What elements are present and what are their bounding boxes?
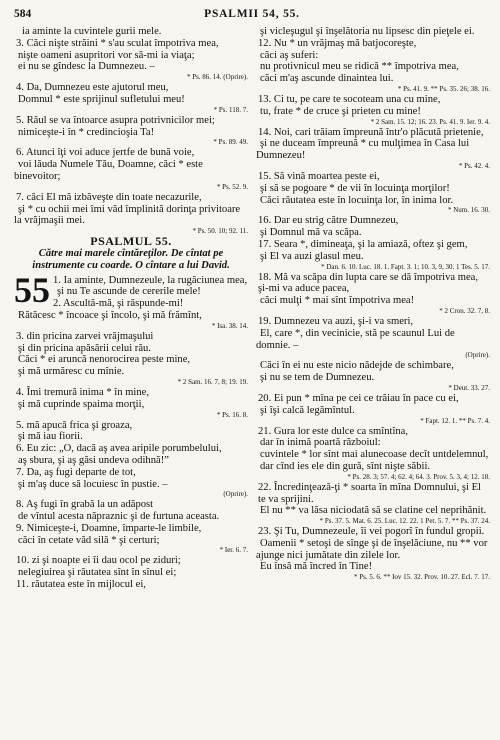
psalm-superscription: Către mai marele cîntăreţilor. De cîntat pe instrumente cu coarde. O cîntare a lui David. [32, 247, 230, 271]
verse-line: şi ne duceam împreună * cu mulţimea în Casa lui Dumnezeu! [256, 138, 470, 162]
verse-line: 4. Îmi tremură inima * în mine, [16, 386, 149, 398]
cross-reference: * Ps. 41. 9. ** Ps. 35. 26; 38. 16. [397, 84, 490, 93]
verse-line: 19. Dumnezeu va auzi, şi-i va smeri, [258, 315, 414, 327]
verse-line: Căci în ei nu este nicio nădejde de schimbare, [260, 360, 454, 372]
verse-line: şi m'aş duce să locuiesc în pustie. – [18, 478, 168, 490]
verse-line: căci aş suferi: [260, 49, 319, 61]
verse-line: nelegiuirea şi răutatea sînt în sînul ei; [18, 567, 177, 579]
verse-line: şi nu Te ascunde de cererile mele! [57, 286, 201, 298]
verse-line: 23. Şi Tu, Dumnezeule, îi vei pogorî în fundul gropii. [258, 526, 485, 538]
verse-line: Eu însă mă încred în Tine! [260, 561, 373, 573]
verse-line: şi nu se tem de Dumnezeu. [260, 372, 375, 384]
verse-line: şi * cu ochii mei îmi văd împlinită dorinţa privitoare la vrăjmaşii mei. [14, 203, 241, 227]
page-header [14, 8, 490, 24]
verse-line: şi El va auzi glasul meu. [260, 250, 364, 262]
verse-line: nu protivnicul meu se ridică ** împotriva mea, [260, 61, 459, 73]
verse-line: 4. Da, Dumnezeu este ajutorul meu, [16, 82, 169, 94]
verse-line: 22. Încredinţează-ţi * soarta în mîna Domnului, şi El te va sprijini. [258, 481, 481, 505]
cross-reference: * Num. 16. 30. [448, 206, 490, 215]
verse-line: El, care *, din vecinicie, stă pe scaunul Lui de domnie. – [256, 327, 455, 351]
verse-line: şi din pricina apăsării celui rău. [18, 342, 151, 354]
cross-reference: * Ps. 50. 10; 92. 11. [192, 227, 248, 236]
running-title: PSALMII 54, 55. [204, 8, 300, 20]
cross-reference: (Oprire). [465, 351, 490, 360]
verse-line: 17. Seara *, dimineaţa, şi la amiază, oftez şi gem, [258, 238, 468, 250]
verse-line: 5. mă apucă frica şi groaza, [16, 419, 133, 431]
cross-reference: * 2 Sam. 15. 12; 16. 23. Ps. 41. 9. Ier. 9. 4. [370, 117, 490, 126]
cross-reference: * Ps. 89. 49. [213, 138, 248, 147]
verse-line: nimiceşte-i în * credincioşia Ta! [18, 126, 155, 138]
verse-line: căci în cetate văd silă * şi certuri; [18, 534, 160, 546]
cross-reference: * Fapt. 12. 1. ** Ps. 7. 4. [420, 416, 490, 425]
cross-reference: * Ps. 118. 7. [213, 105, 248, 114]
verse-line: 18. Mă va scăpa din lupta care se dă împotriva mea, şi-mi va aduce pacea, [258, 271, 479, 295]
cross-reference: * 2 Sam. 16. 7, 8; 19. 19. [177, 377, 248, 386]
verse-line: 3. din pricina zarvei vrăjmaşului [16, 330, 154, 342]
cross-reference: * Deut. 33. 27. [448, 383, 490, 392]
verse-line: şi Domnul mă va scăpa. [260, 227, 362, 239]
cross-reference: * Ier. 6. 7. [219, 546, 248, 555]
cross-reference: * Ps. 52. 9. [216, 182, 248, 191]
verse-line: Rătăcesc * încoace şi încolo, şi mă frămînt, [18, 309, 202, 321]
verse-line: căci mulţi * mai sînt împotriva mea! [260, 295, 415, 307]
verse-line: 11. răutatea este în mijlocul ei, [16, 579, 146, 591]
verse-line: 10. zi şi noapte ei îi dau ocol pe ziduri; [16, 555, 181, 567]
verse-line: dar în inimă poartă războiul: [260, 437, 381, 449]
verse-line: 21. Gura lor este dulce ca smîntîna, [258, 425, 409, 437]
cross-reference: * Ps. 37. 5. Mat. 6. 25. Luc. 12. 22. 1 Pet. 5. 7. ** Ps. 37. 24. [319, 517, 490, 526]
verse-line: 12. Nu * un vrăjmaş mă batjocoreşte, [258, 37, 417, 49]
left-column [14, 26, 248, 591]
verse-line: 8. Aş fugi în grabă la un adăpost [16, 499, 154, 511]
verse-line: Căci * ei aruncă nenorocirea peste mine, [18, 354, 191, 366]
verse-line: Domnul * este sprijinul sufletului meu! [18, 93, 185, 105]
verse-line: ei nu se gîndesc la Dumnezeu. – [18, 61, 155, 73]
verse-line: ia aminte la cuvintele gurii mele. [22, 26, 162, 37]
verse-line: 7. căci El mă izbăveşte din toate necazurile, [16, 191, 202, 203]
right-column [256, 26, 490, 591]
verse-line: Oamenii * setoşi de sînge şi de înşelăciune, nu ** vor ajunge nici jumătate din zilele lor. [256, 537, 488, 561]
verse-line: 7. Da, aş fugi departe de tot, [16, 466, 136, 478]
verse-line: 5. Răul se va întoarce asupra potrivnicilor mei; [16, 114, 215, 126]
verse-line: şi mă cuprinde spaima morţii, [18, 398, 145, 410]
verse-line: El nu ** va lăsa niciodată să se clatine cel neprihănit. [260, 505, 487, 517]
verse-line: 14. Noi, cari trăiam împreună într'o plăcută prietenie, [258, 126, 484, 138]
page-number: 584 [14, 8, 32, 20]
verse-line: dar cînd ies ele din gură, sînt nişte săbii. [260, 460, 431, 472]
verse-line: 3. Căci nişte străini * s'au sculat împotriva mea, [16, 37, 219, 49]
cross-reference: * Isa. 38. 14. [211, 321, 248, 330]
verse-line: aş sbura, şi aş găsi undeva odihnă!” [18, 454, 169, 466]
cross-reference: (Oprire). [223, 490, 248, 499]
verse-line: voi lăuda Numele Tău, Doamne, căci * este binevoitor; [14, 159, 203, 182]
text-columns [14, 26, 490, 591]
verse-line: 20. Ei pun * mîna pe cei ce trăiau în pace cu ei, [258, 392, 459, 404]
drop-cap: 55 [14, 269, 50, 310]
verse-line: căci m'aş ascunde dinaintea lui. [260, 73, 394, 85]
cross-reference: * Ps. 28. 3; 57. 4; 62. 4; 64. 3. Prov. 5. 3, 4; 12. 18. [347, 472, 490, 481]
psalm-heading: PSALMUL 55. [90, 234, 172, 249]
verse-line: şi să se pogoare * de vii în locuinţa morţilor! [260, 182, 450, 194]
cross-reference: * Ps. 42. 4. [458, 161, 490, 170]
verse-line: 6. Eu zic: „O, dacă aş avea aripile porumbelului, [16, 443, 222, 455]
verse-line: nişte oameni asupritori vor să-mi ia viaţa; [18, 49, 195, 61]
cross-reference: * Dan. 6. 10. Luc. 18. 1. Fapt. 3. 1; 10. 3, 9, 30. 1 Tes. 5. 17. [321, 262, 490, 271]
cross-reference: * 2 Cron. 32. 7, 8. [439, 306, 490, 315]
verse-line: 6. Atunci îţi voi aduce jertfe de bună voie, [16, 147, 195, 159]
verse-line: şi mă urmăresc cu mînie. [18, 366, 125, 378]
verse-line: şi vicleşugul şi înşelătoria nu lipsesc din pieţele ei. [260, 26, 475, 37]
cross-reference: * Ps. 86. 14. (Oprire). [186, 73, 248, 82]
verse-line: Căci răutatea este în locuinţa lor, în inima lor. [260, 194, 454, 206]
cross-reference: * Ps. 16. 8. [216, 410, 248, 419]
cross-reference: * Ps. 5. 6. ** Iov 15. 32. Prov. 10. 27. Ecl. 7. 17. [353, 573, 490, 582]
verse-line: 15. Să vină moartea peste ei, [258, 170, 380, 182]
verse-line: 13. Ci tu, pe care te socoteam una cu mine, [258, 93, 441, 105]
verse-line: tu, frate * de cruce şi prieten cu mine! [260, 105, 421, 117]
verse-line: şi îşi calcă legămîntul. [260, 404, 355, 416]
verse-line: cuvintele * lor sînt mai alunecoase decît untdelemnul, [260, 449, 489, 461]
verse-line: de vîntul acesta năpraznic şi de furtuna aceasta. [18, 511, 220, 523]
verse-line: 2. Ascultă-mă, şi răspunde-mi! [53, 298, 184, 310]
verse-line: şi mă iau fiorii. [18, 431, 83, 443]
verse-line: 1. Ia aminte, Dumnezeule, la rugăciunea mea, [53, 274, 248, 286]
verse-line: 9. Nimiceşte-i, Doamne, împarte-le limbile, [16, 522, 202, 534]
verse-line: 16. Dar eu strig către Dumnezeu, [258, 215, 399, 227]
